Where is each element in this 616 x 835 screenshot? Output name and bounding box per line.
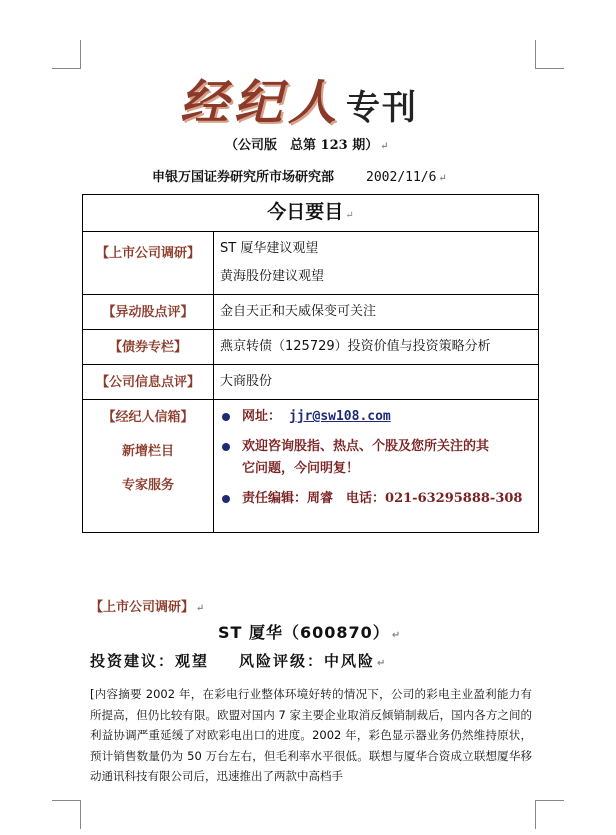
url-line [222, 406, 538, 428]
bullet-icon [222, 495, 230, 503]
bullet-icon [222, 413, 230, 421]
page-corner-mark [535, 800, 564, 829]
company-title: ST 厦华（600870） ↵ [218, 623, 402, 642]
contents-item[interactable]: ST 厦华建议观望 [220, 241, 319, 256]
broker-mailbox-details [214, 400, 539, 533]
contents-item[interactable]: 大商股份 [220, 374, 273, 389]
investment-advice: 投资建议：观望 [90, 652, 210, 670]
rating-line: 投资建议：观望 风险评级：中风险 ↵ [90, 652, 388, 670]
email-link[interactable]: jjr@sw108.com [289, 409, 391, 424]
page-corner-mark [535, 40, 564, 69]
publish-date: 2002/11/6 [366, 170, 437, 185]
url-label: 网址： [242, 409, 282, 424]
masthead-logo-sub: 专刊 [346, 88, 419, 128]
issue-number: （公司版 总第 123 期） ↵ [225, 138, 389, 153]
new-column-label: 新增栏目 [121, 444, 174, 459]
contents-title-cell: 今日要目 ↵ [83, 195, 539, 232]
contents-category: 【上市公司调研】 [83, 232, 214, 295]
masthead-logo [180, 64, 419, 131]
contents-items [214, 365, 539, 400]
contents-category: 【公司信息点评】 [83, 365, 214, 400]
contents-items [214, 295, 539, 330]
inquiry-text-cont: 它问题，今问明复！ [242, 461, 360, 476]
contents-table [82, 194, 539, 533]
risk-rating: 风险评级：中风险 [239, 652, 376, 670]
contents-items [214, 330, 539, 365]
bullet-icon [222, 443, 230, 451]
page-corner-mark [52, 40, 81, 69]
contents-item[interactable]: 黄海股份建议观望 [220, 269, 325, 284]
editor-line [222, 488, 538, 510]
expert-service-label: 专家服务 [121, 478, 174, 493]
contents-title: 今日要目 [267, 201, 344, 223]
section-heading: 【上市公司调研】 ↵ [90, 600, 205, 615]
contents-item[interactable]: 金自天正和天威保变可关注 [220, 304, 377, 319]
contents-category: 【债券专栏】 [83, 330, 214, 365]
masthead-logo-main: 经纪人 [180, 75, 343, 131]
contents-item[interactable]: 燕京转债（125729）投资价值与投资策略分析 [220, 339, 491, 354]
broker-mailbox-category [83, 400, 214, 533]
phone-number: 电话：021-63295888-308 [346, 491, 523, 506]
contents-items [214, 232, 539, 295]
contents-category: 【异动股点评】 [83, 295, 214, 330]
inquiry-line [222, 436, 538, 480]
page-corner-mark [52, 800, 81, 829]
editor-label: 责任编辑：周睿 [242, 491, 334, 506]
department: 申银万国证券研究所市场研究部 [152, 170, 335, 185]
article-summary: [内容摘要 2002 年，在彩电行业整体环境好转的情况下，公司的彩电主业盈利能力有所提高，但仍比较有限。欧盟对国内 7 家主要企业取消反倾销制裁后，国内各方之间的利益协调严重延缓了对欧彩电出口的进度。2002 年，彩色显示器业务仍然维持原状，预计销售数量仍为 50 万台左右，但毛利率水平很低。联想与厦华合资成立联想厦华移动通讯科技有限公司后，迅速推出了两款中高档手 [90, 687, 532, 783]
inquiry-text: 欢迎咨询股指、热点、个股及您所关注的其 [242, 439, 490, 454]
broker-mailbox-label: 【经纪人信箱】 [102, 410, 194, 425]
department-line: 申银万国证券研究所市场研究部 2002/11/6 ↵ [152, 170, 447, 185]
